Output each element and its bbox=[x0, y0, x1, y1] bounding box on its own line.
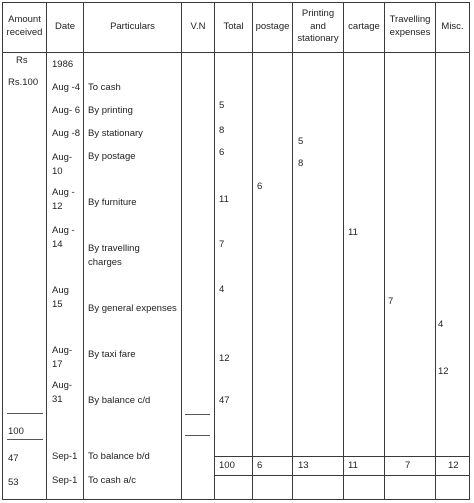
row-date: Aug -4 bbox=[52, 82, 80, 93]
totals-travelling: 7 bbox=[405, 460, 411, 471]
row-misc: 12 bbox=[438, 366, 449, 377]
totals-printing: 13 bbox=[298, 460, 309, 471]
row-date: Aug 15 bbox=[52, 285, 69, 311]
header-misc: Misc. bbox=[441, 20, 464, 32]
row-total: 47 bbox=[219, 395, 230, 406]
row-particulars: To cash bbox=[88, 82, 121, 93]
year-label: 1986 bbox=[52, 59, 74, 70]
row-printing: 8 bbox=[298, 158, 304, 169]
row-total: 12 bbox=[219, 353, 230, 364]
row-date: Aug- 6 bbox=[52, 105, 80, 116]
header-total: Total bbox=[223, 20, 244, 32]
totals-cartage: 11 bbox=[348, 460, 358, 471]
header-vn: V.N bbox=[190, 20, 206, 32]
row-date: Aug - 14 bbox=[52, 225, 75, 251]
row-total: 6 bbox=[219, 147, 225, 158]
row-particulars: By postage bbox=[88, 151, 136, 162]
row-total: 5 bbox=[219, 100, 225, 111]
table-bottom-border bbox=[2, 499, 470, 500]
row-total: 4 bbox=[219, 284, 225, 295]
row-postage: 6 bbox=[257, 181, 263, 192]
vn-rule bbox=[185, 414, 210, 415]
amount-subtotal: 100 bbox=[8, 426, 24, 437]
row-particulars: By printing bbox=[88, 105, 133, 116]
row-particulars: By balance c/d bbox=[88, 395, 151, 406]
header-date: Date bbox=[54, 20, 76, 32]
column-border bbox=[292, 2, 293, 500]
row-misc: 4 bbox=[438, 319, 444, 330]
column-border bbox=[384, 2, 385, 500]
row-particulars: By general expenses bbox=[88, 303, 177, 314]
row-travelling: 7 bbox=[388, 296, 394, 307]
row-date: Aug- 31 bbox=[52, 380, 73, 406]
header-printing-stationary: Printing and stationary bbox=[297, 7, 339, 45]
footer-particulars: To cash a/c bbox=[88, 475, 137, 486]
amount-currency: Rs bbox=[16, 55, 28, 66]
column-border bbox=[214, 2, 215, 500]
header-particulars: Particulars bbox=[110, 20, 155, 32]
footer-particulars: To balance b/d bbox=[88, 451, 150, 462]
totals-misc: 12 bbox=[448, 460, 459, 471]
column-border bbox=[469, 2, 470, 500]
column-border bbox=[181, 2, 182, 500]
column-border bbox=[252, 2, 253, 500]
row-date: Aug- 17 bbox=[52, 345, 73, 371]
totals-bottom-border bbox=[214, 475, 470, 476]
footer-date: Sep-1 bbox=[52, 451, 78, 462]
header-postage: postage bbox=[255, 20, 290, 32]
column-border bbox=[435, 2, 436, 500]
header-travelling-expenses: Travelling expenses bbox=[389, 14, 431, 38]
row-date: Aug -8 bbox=[52, 128, 80, 139]
row-cartage: 11 bbox=[348, 227, 358, 238]
footer-date: Sep-1 bbox=[52, 475, 78, 486]
row-date: Aug - 12 bbox=[52, 187, 75, 213]
row-date: Aug- 10 bbox=[52, 152, 73, 178]
amount-balance: 47 bbox=[8, 453, 19, 464]
petty-cash-book-table bbox=[2, 2, 470, 500]
row-total: 8 bbox=[219, 125, 225, 136]
row-particulars: By taxi fare bbox=[88, 349, 136, 360]
row-total: 11 bbox=[219, 194, 229, 205]
column-border bbox=[46, 2, 47, 500]
header-bottom-border bbox=[2, 52, 470, 53]
amount-rule bbox=[7, 439, 43, 440]
amount-opening: Rs.100 bbox=[8, 77, 39, 88]
vn-rule bbox=[185, 435, 210, 436]
totals-postage: 6 bbox=[257, 460, 263, 471]
header-amount-received: Amount received bbox=[6, 14, 43, 38]
amount-cash: 53 bbox=[8, 477, 19, 488]
column-border bbox=[2, 2, 3, 500]
column-border bbox=[343, 2, 344, 500]
amount-rule bbox=[7, 413, 43, 414]
header-cartage: cartage bbox=[348, 20, 380, 32]
row-total: 7 bbox=[219, 239, 225, 250]
row-printing: 5 bbox=[298, 136, 304, 147]
row-particulars: By furniture bbox=[88, 197, 137, 208]
row-particulars: By stationary bbox=[88, 128, 143, 139]
totals-top-border bbox=[214, 456, 470, 457]
column-border bbox=[83, 2, 84, 500]
row-particulars: By travelling charges bbox=[88, 243, 140, 269]
totals-total: 100 bbox=[219, 460, 235, 471]
